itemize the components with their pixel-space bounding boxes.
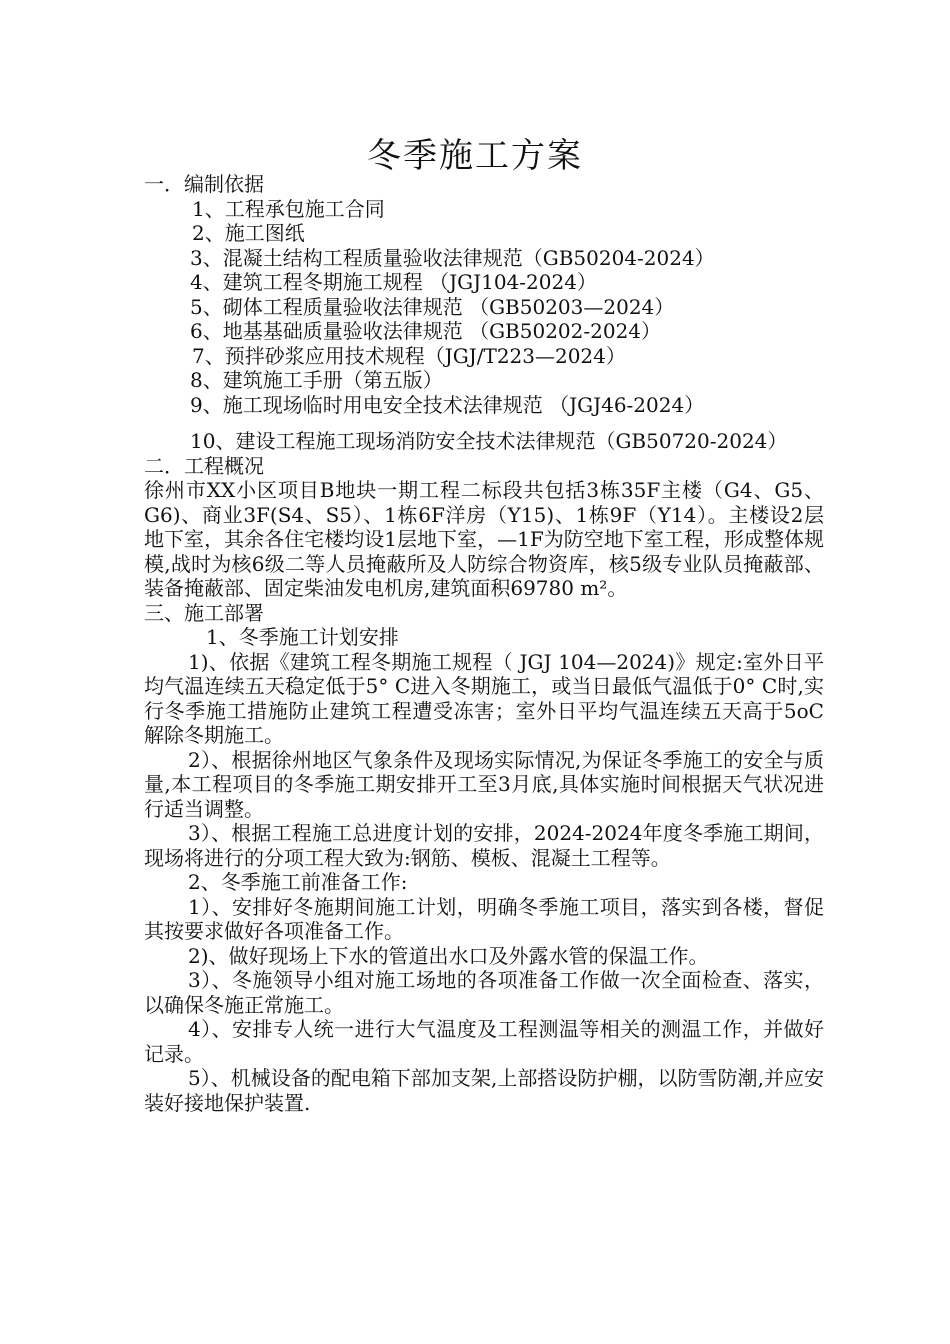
basis-item: 3、混凝土结构工程质量验收法律规范（GB50204-2024） <box>190 245 715 270</box>
plan-paragraph: 3）、根据工程施工总进度计划的安排，2024-2024年度冬季施工期间，现场将进行的分项工程大致为:钢筋、模板、混凝土工程等。 <box>144 821 824 870</box>
prep-paragraph: 2)、做好现场上下水的管道出水口及外露水管的保温工作。 <box>188 943 709 968</box>
prep-paragraph: 4）、安排专人统一进行大气温度及工程测温等相关的测温工作，并做好记录。 <box>144 1017 824 1066</box>
prep-paragraph: 1）、安排好冬施期间施工计划，明确冬季施工项目，落实到各楼，督促其按要求做好各项准备工作。 <box>144 894 824 943</box>
basis-item: 9、施工现场临时用电安全技术法律规范 （JGJ46-2024） <box>190 392 705 417</box>
document-body <box>144 172 824 1115</box>
basis-item: 5、砌体工程质量验收法律规范 （GB50203—2024） <box>190 294 675 319</box>
basis-item: 1、工程承包施工合同 <box>192 196 385 221</box>
subsection-heading-plan: 1、冬季施工计划安排 <box>206 625 399 649</box>
section-heading-deployment: 三、施工部署 <box>144 600 264 625</box>
basis-item: 8、建筑施工手册（第五版） <box>190 368 443 392</box>
section-heading-basis: 一．编制依据 <box>144 172 264 196</box>
basis-item: 6、地基基础质量验收法律规范 （GB50202-2024） <box>190 319 662 343</box>
basis-item: 7、预拌砂浆应用技术规程（JGJ/T223—2024） <box>192 343 626 368</box>
plan-paragraph: 1)、依据《建筑工程冬期施工规程（ JGJ 104—2024)》规定:室外日平均气温连续五天稳定低于5° C进入冬期施工，或当日最低气温低于0° C时,实行冬季施工措施防止建筑工程遭受冻害；室外日平均气温连续五天高于5oC解除冬期施工。 <box>144 649 824 747</box>
basis-item: 2、施工图纸 <box>192 221 305 245</box>
overview-paragraph: 徐州市XX小区项目B地块一期工程二标段共包括3栋35F主楼（G4、G5、G6)、商业3F(S4、S5）、1栋6F洋房（Y15)、1栋9F（Y14）。主楼设2层地下室，其余各住宅楼均设1层地下室，—1F为防空地下室工程，形成整体规模,战时为核6级二等人员掩蔽所及人防综合物资库，核5级专业队员掩蔽部、装备掩蔽部、固定柴油发电机房,建筑面积69780 m²。 <box>144 478 824 600</box>
subsection-heading-prep: 2、冬季施工前准备工作: <box>188 870 408 894</box>
section-heading-overview: 二．工程概况 <box>144 453 264 478</box>
document-title: 冬季施工方案 <box>367 136 583 176</box>
basis-item: 4、建筑工程冬期施工规程 （JGJ104-2024） <box>190 270 597 294</box>
prep-paragraph: 5）、机械设备的配电箱下部加支架,上部搭设防护棚，以防雪防潮,并应安装好接地保护装置. <box>144 1066 824 1115</box>
prep-paragraph: 3）、冬施领导小组对施工场地的各项准备工作做一次全面检查、落实，以确保冬施正常施工。 <box>144 968 824 1017</box>
basis-item: 10、建设工程施工现场消防安全技术法律规范（GB50720-2024） <box>190 429 788 453</box>
plan-paragraph: 2）、根据徐州地区气象条件及现场实际情况,为保证冬季施工的安全与质量,本工程项目的冬季施工期安排开工至3月底,具体实施时间根据天气状况进行适当调整。 <box>144 747 824 821</box>
